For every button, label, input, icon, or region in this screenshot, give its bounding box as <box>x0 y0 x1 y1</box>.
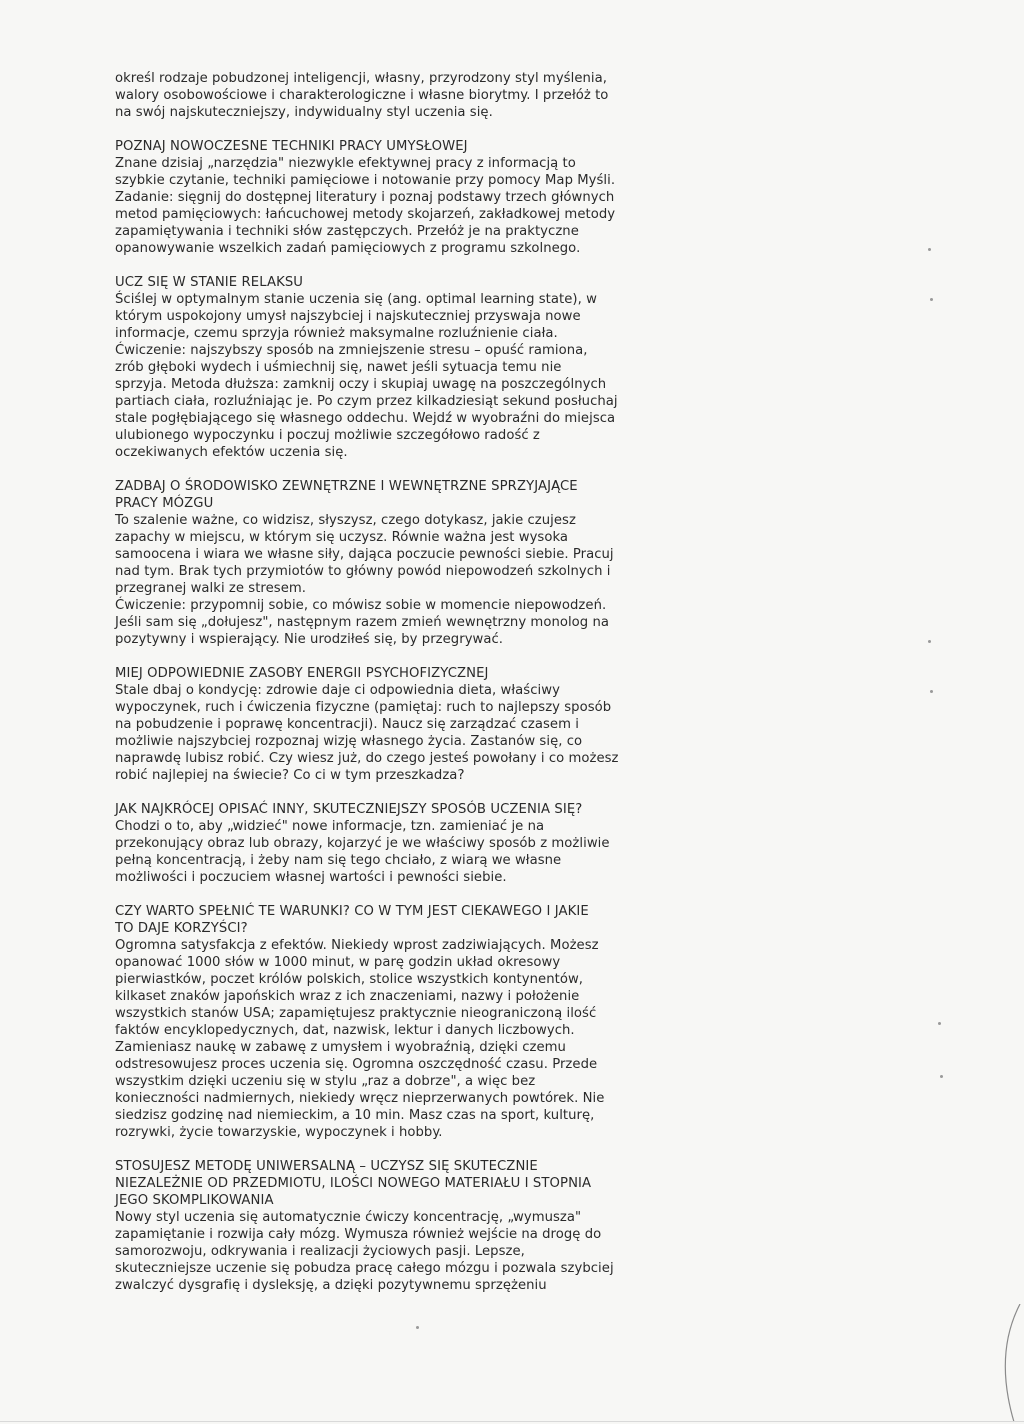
text-line: samorozwoju, odkrywania i realizacji życiowych pasji. Lepsze, <box>115 1244 525 1259</box>
section-heading <box>115 665 660 682</box>
heading-line: ZADBAJ O ŚRODOWISKO ZEWNĘTRZNE I WEWNĘTRZNE SPRZYJAJĄCE <box>115 479 578 494</box>
heading-line: MIEJ ODPOWIEDNIE ZASOBY ENERGII PSYCHOFIZYCZNEJ <box>115 666 489 681</box>
page-bottom-edge <box>0 1421 1024 1422</box>
text-line: możliwości i poczuciem własnej wartości i pewności siebie. <box>115 870 507 885</box>
text-line: pierwiastków, poczet królów polskich, stolice wszystkich kontynentów, <box>115 972 584 987</box>
text-line: robić najlepiej na świecie? Co ci w tym przeszkadza? <box>115 768 465 783</box>
text-line: metod pamięciowych: łańcuchowej metody skojarzeń, zakładkowej metody <box>115 207 616 222</box>
text-line: Ogromna satysfakcja z efektów. Niekiedy wprost zadziwiających. Możesz <box>115 938 599 953</box>
scan-speck <box>930 690 933 693</box>
text-line: zapamiętywania i techniki słów zastępczych. Przełóż je na praktyczne <box>115 224 579 239</box>
section-body <box>115 818 660 886</box>
section-universal <box>115 1158 660 1294</box>
text-line: określ rodzaje pobudzonej inteligencji, własny, przyrodzony styl myślenia, <box>115 71 607 86</box>
text-line: opanować 1000 słów w 1000 minut, w parę godzin układ okresowy <box>115 955 561 970</box>
text-line: Stale dbaj o kondycję: zdrowie daje ci odpowiednia dieta, właściwy <box>115 683 560 698</box>
text-line: samoocena i wiara we własne siły, dająca poczucie pewności siebie. Pracuj <box>115 547 614 562</box>
text-line: faktów encyklopedycznych, dat, nazwisk, lektur i danych liczbowych. <box>115 1023 575 1038</box>
heading-line: JEGO SKOMPLIKOWANIA <box>115 1193 274 1208</box>
section-heading <box>115 801 660 818</box>
text-line: pełną koncentracją, i żeby nam się tego chciało, z wiarą we własne <box>115 853 562 868</box>
section-body <box>115 512 660 648</box>
section-heading <box>115 274 660 291</box>
text-line: przekonujący obraz lub obrazy, kojarzyć je we właściwy sposób z możliwie <box>115 836 610 851</box>
text-line: Znane dzisiaj „narzędzia" niezwykle efektywnej pracy z informacją to <box>115 156 576 171</box>
text-line: Zamieniasz naukę w zabawę z umysłem i wyobraźnią, dzięki czemu <box>115 1040 566 1055</box>
text-line: stale pogłębiającego się własnego oddechu. Wejdź w wyobraźni do miejsca <box>115 411 616 426</box>
scan-speck <box>928 640 931 643</box>
text-line: oczekiwanych efektów uczenia się. <box>115 445 348 460</box>
heading-line: NIEZALEŻNIE OD PRZEDMIOTU, ILOŚCI NOWEGO MATERIAŁU I STOPNIA <box>115 1176 592 1191</box>
text-line: zwalczyć dysgrafię i dysleksję, a dzięki pozytywnemu sprzężeniu <box>115 1278 547 1293</box>
scan-speck <box>940 1075 943 1078</box>
text-line: rozrywki, życie towarzyskie, wypoczynek i hobby. <box>115 1125 443 1140</box>
text-line: Ściślej w optymalnym stanie uczenia się (ang. optimal learning state), w <box>115 292 597 307</box>
heading-line: JAK NAJKRÓCEJ OPISAĆ INNY, SKUTECZNIEJSZY SPOSÓB UCZENIA SIĘ? <box>115 802 583 817</box>
text-line: wypoczynek, ruch i ćwiczenia fizyczne (pamiętaj: ruch to najlepszy sposób <box>115 700 612 715</box>
text-line: konieczności nadmiernych, niekiedy wręcz nieprzerwanych powtórek. Nie <box>115 1091 605 1106</box>
text-line: zapamiętanie i rozwija cały mózg. Wymusza również wejście na drogę do <box>115 1227 602 1242</box>
text-line: Ćwiczenie: najszybszy sposób na zmniejszenie stresu – opuść ramiona, <box>115 343 588 358</box>
text-line: przegranej walki ze stresem. <box>115 581 306 596</box>
heading-line: TO DAJE KORZYŚCI? <box>115 921 248 936</box>
text-line: siedzisz godzinę nad niemieckim, a 10 min. Masz czas na sport, kulturę, <box>115 1108 595 1123</box>
text-line: sprzyja. Metoda dłuższa: zamknij oczy i skupiaj uwagę na poszczególnych <box>115 377 607 392</box>
document-page <box>115 70 660 1311</box>
heading-line: PRACY MÓZGU <box>115 496 214 511</box>
section-relax <box>115 274 660 461</box>
text-line: ulubionego wypoczynku i poczuj możliwie szczegółowo radość z <box>115 428 540 443</box>
section-heading <box>115 1158 660 1209</box>
scan-speck <box>938 1022 941 1025</box>
text-line: Zadanie: sięgnij do dostępnej literatury i poznaj podstawy trzech głównych <box>115 190 615 205</box>
text-line: na pobudzenie i poprawę koncentracji). Naucz się zarządzać czasem i <box>115 717 579 732</box>
text-line: partiach ciała, rozluźniając je. Po czym przez kilkadziesiąt sekund posłuchaj <box>115 394 618 409</box>
heading-line: UCZ SIĘ W STANIE RELAKSU <box>115 275 304 290</box>
section-body <box>115 937 660 1141</box>
text-line: walory osobowościowe i charakterologiczne i własne biorytmy. I przełóż to <box>115 88 609 103</box>
section-environment <box>115 478 660 648</box>
text-line: Ćwiczenie: przypomnij sobie, co mówisz sobie w momencie niepowodzeń. <box>115 598 607 613</box>
text-line: nad tym. Brak tych przymiotów to główny powód niepowodzeń szkolnych i <box>115 564 611 579</box>
scan-speck <box>416 1326 419 1329</box>
text-line: pozytywny i wspierający. Nie urodziłeś się, by przegrywać. <box>115 632 504 647</box>
section-benefits <box>115 903 660 1141</box>
text-line: na swój najskuteczniejszy, indywidualny styl uczenia się. <box>115 105 493 120</box>
heading-line: CZY WARTO SPEŁNIĆ TE WARUNKI? CO W TYM JEST CIEKAWEGO I JAKIE <box>115 904 589 919</box>
text-line: zapachy w miejscu, w którym się uczysz. Równie ważna jest wysoka <box>115 530 569 545</box>
heading-line: POZNAJ NOWOCZESNE TECHNIKI PRACY UMYSŁOWEJ <box>115 139 468 154</box>
text-line: zrób głęboki wydech i uśmiechnij się, nawet jeśli sytuacja temu nie <box>115 360 562 375</box>
text-line: którym uspokojony umysł najszybciej i najskuteczniej przyswaja nowe <box>115 309 581 324</box>
text-line: Nowy styl uczenia się automatycznie ćwiczy koncentrację, „wymusza" <box>115 1210 582 1225</box>
section-body <box>115 1209 660 1294</box>
scan-speck <box>930 298 933 301</box>
text-line: naprawdę lubisz robić. Czy wiesz już, do czego jesteś powołany i co możesz <box>115 751 619 766</box>
section-method <box>115 801 660 886</box>
text-line: szybkie czytanie, techniki pamięciowe i notowanie przy pomocy Map Myśli. <box>115 173 616 188</box>
section-heading <box>115 478 660 512</box>
section-techniques <box>115 138 660 257</box>
section-body <box>115 291 660 461</box>
section-heading <box>115 138 660 155</box>
text-line: Jeśli sam się „dołujesz", następnym razem zmień wewnętrzny monolog na <box>115 615 610 630</box>
text-line: informacje, czemu sprzyja również maksymalne rozluźnienie ciała. <box>115 326 558 341</box>
text-line: wszystkim dzięki uczeniu się w stylu „raz a dobrze", a więc bez <box>115 1074 536 1089</box>
text-line: odstresowujesz proces uczenia się. Ogromna oszczędność czasu. Przede <box>115 1057 598 1072</box>
scan-speck <box>928 248 931 251</box>
section-energy <box>115 665 660 784</box>
text-line: możliwie najszybciej rozpoznaj wizję własnego życia. Zastanów się, co <box>115 734 583 749</box>
text-line: skuteczniejsze uczenie się pobudza pracę całego mózgu i pozwala szybciej <box>115 1261 614 1276</box>
section-heading <box>115 903 660 937</box>
intro-paragraph <box>115 70 660 121</box>
section-body <box>115 682 660 784</box>
page-edge-curve <box>984 1304 1024 1424</box>
text-line: Chodzi o to, aby „widzieć" nowe informacje, tzn. zamieniać je na <box>115 819 545 834</box>
heading-line: STOSUJESZ METODĘ UNIWERSALNĄ – UCZYSZ SIĘ SKUTECZNIE <box>115 1159 538 1174</box>
text-line: opanowywanie wszelkich zadań pamięciowych z programu szkolnego. <box>115 241 581 256</box>
text-line: wszystkich stanów USA; zapamiętujesz praktycznie nieograniczoną ilość <box>115 1006 597 1021</box>
text-line: To szalenie ważne, co widzisz, słyszysz, czego dotykasz, jakie czujesz <box>115 513 576 528</box>
section-body <box>115 155 660 257</box>
text-line: kilkaset znaków japońskich wraz z ich znaczeniami, nazwy i położenie <box>115 989 580 1004</box>
